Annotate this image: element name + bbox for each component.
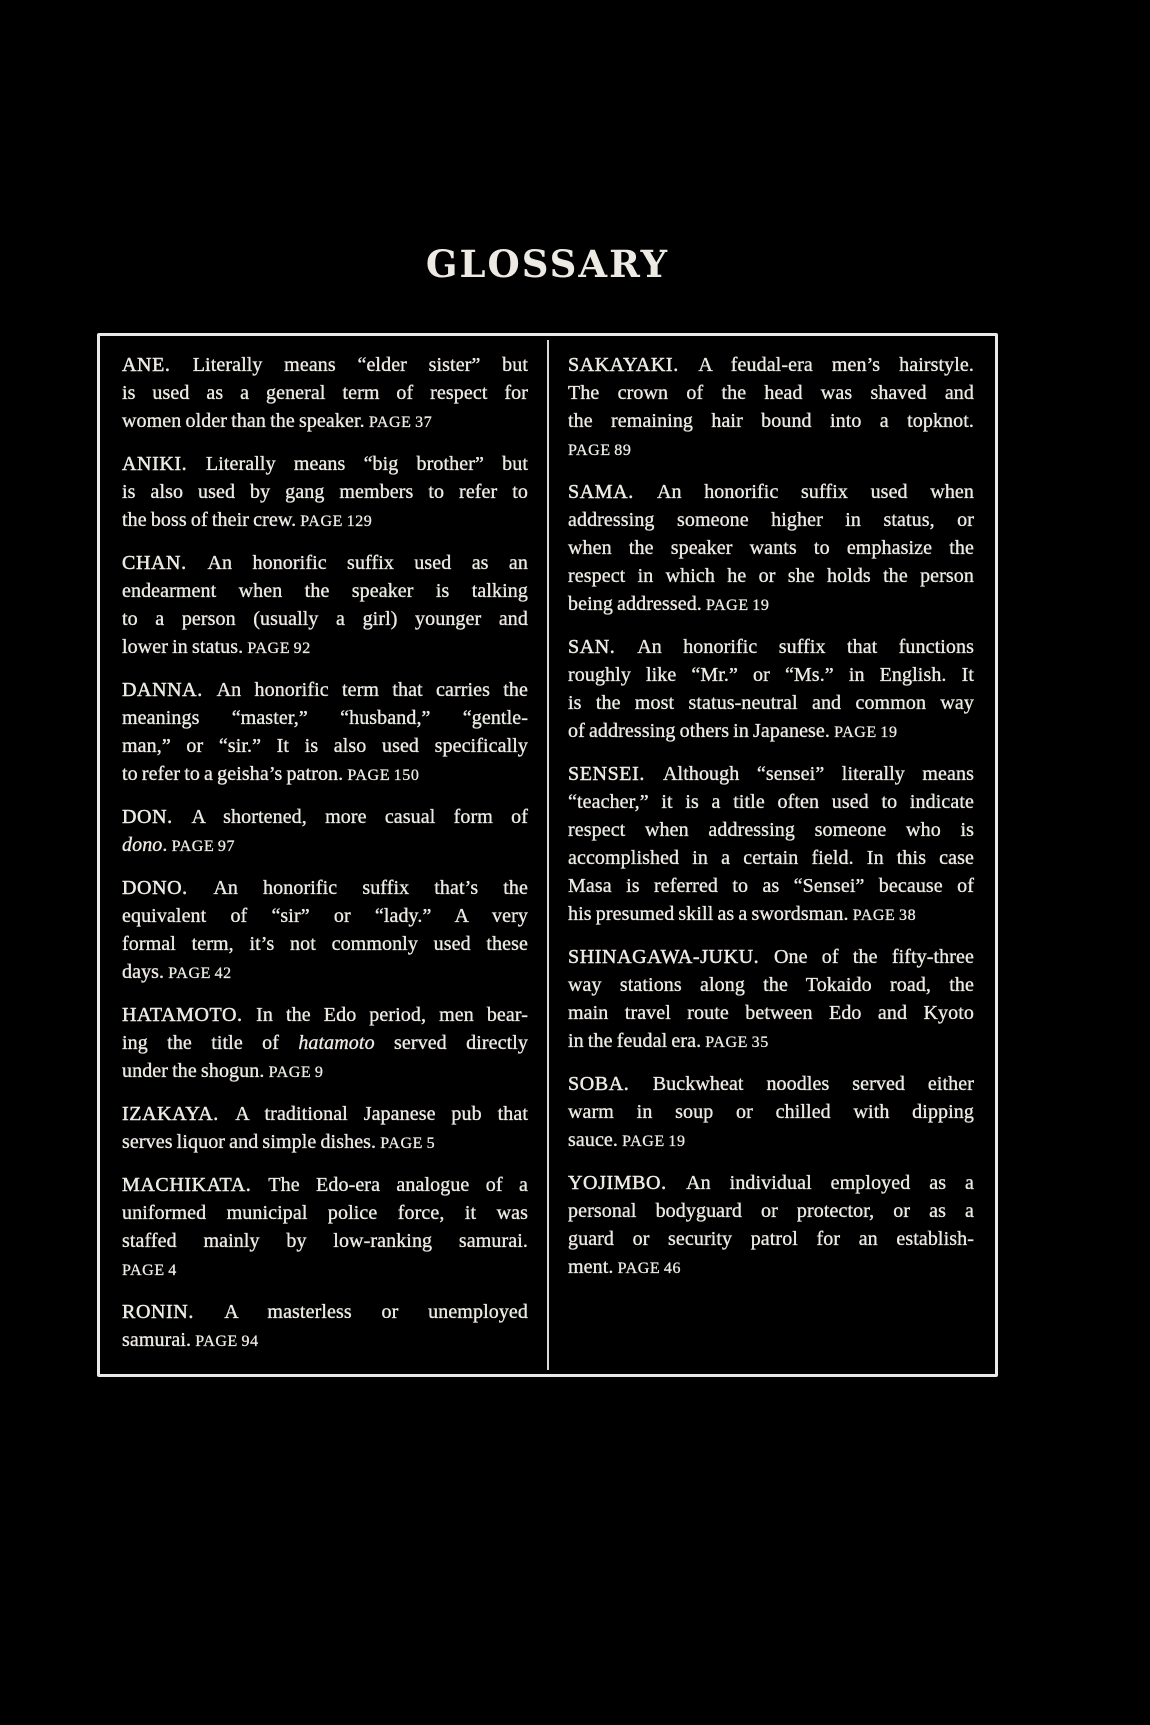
glossary-term: SAKAYAKI. — [568, 354, 699, 376]
glossary-line: YOJIMBO. An individual employed as a — [568, 1172, 974, 1194]
glossary-line: SAN. An honorific suffix that functions — [568, 636, 974, 658]
glossary-line: respect when addressing someone who is — [568, 819, 974, 841]
glossary-line: roughly like “Mr.” or “Ms.” in English. It — [568, 664, 974, 686]
page-reference: PAGE 94 — [195, 1333, 259, 1350]
glossary-line: staffed mainly by low-ranking samurai. — [122, 1230, 528, 1252]
glossary-term: ANE. — [122, 354, 193, 376]
glossary-line: is the most status-neutral and common way — [568, 692, 974, 714]
glossary-line: when the speaker wants to emphasize the — [568, 537, 974, 559]
glossary-line: DON. A shortened, more casual form of — [122, 806, 528, 828]
glossary-line: ing the title of hatamoto served directly — [122, 1032, 528, 1054]
glossary-line: meanings “master,” “husband,” “gentle- — [122, 707, 528, 729]
glossary-line: SAMA. An honorific suffix used when — [568, 481, 974, 503]
glossary-term: YOJIMBO. — [568, 1172, 687, 1194]
glossary-entry — [122, 676, 528, 788]
glossary-line: formal term, it’s not commonly used these — [122, 933, 528, 955]
glossary-line: “teacher,” it is a title often used to indicate — [568, 791, 974, 813]
page-reference: PAGE 129 — [300, 513, 373, 530]
glossary-line: days. PAGE 42 — [122, 961, 232, 983]
glossary-line: to a person (usually a girl) younger and — [122, 608, 528, 630]
glossary-line: in the feudal era. PAGE 35 — [568, 1030, 769, 1052]
page-reference: PAGE 89 — [568, 442, 632, 459]
glossary-line: warm in soup or chilled with dipping — [568, 1101, 974, 1123]
glossary-line: dono. PAGE 97 — [122, 834, 236, 856]
italic-word: hatamoto — [298, 1032, 375, 1054]
glossary-line: personal bodyguard or protector, or as a — [568, 1200, 974, 1222]
glossary-line: ANIKI. Literally means “big brother” but — [122, 453, 528, 475]
glossary-term: ANIKI. — [122, 453, 206, 475]
glossary-line: women older than the speaker. PAGE 37 — [122, 410, 433, 432]
glossary-term: IZAKAYA. — [122, 1103, 236, 1125]
glossary-line: SENSEI. Although “sensei” literally means — [568, 763, 974, 785]
glossary-term: SENSEI. — [568, 763, 663, 785]
glossary-line: the remaining hair bound into a topknot. — [568, 410, 974, 432]
glossary-term: RONIN. — [122, 1301, 225, 1323]
glossary-line: to refer to a geisha’s patron. PAGE 150 — [122, 763, 420, 785]
glossary-entry — [568, 478, 974, 618]
glossary-entry — [568, 1169, 974, 1281]
glossary-line: DANNA. An honorific term that carries the — [122, 679, 528, 701]
glossary-line: under the shogun. PAGE 9 — [122, 1060, 324, 1082]
glossary-term: CHAN. — [122, 552, 208, 574]
glossary-line: Masa is referred to as “Sensei” because of — [568, 875, 974, 897]
glossary-line: sauce. PAGE 19 — [568, 1129, 686, 1151]
glossary-line: ment. PAGE 46 — [568, 1256, 682, 1278]
glossary-line — [122, 1255, 528, 1283]
glossary-term: SHINAGAWA-JUKU. — [568, 946, 774, 968]
glossary-term: SAMA. — [568, 481, 657, 503]
glossary-line: accomplished in a certain field. In this case — [568, 847, 974, 869]
glossary-line: is used as a general term of respect for — [122, 382, 528, 404]
glossary-line: endearment when the speaker is talking — [122, 580, 528, 602]
glossary-column-right — [568, 351, 974, 1281]
glossary-entry — [568, 351, 974, 463]
glossary-line: CHAN. An honorific suffix used as an — [122, 552, 528, 574]
page-reference: PAGE 38 — [852, 907, 917, 924]
glossary-term: DANNA. — [122, 679, 217, 701]
column-divider — [547, 340, 549, 1370]
glossary-line: is also used by gang members to refer to — [122, 481, 528, 503]
glossary-line: guard or security patrol for an establish- — [568, 1228, 974, 1250]
glossary-entry — [122, 1298, 528, 1354]
glossary-line: man,” or “sir.” It is also used specifically — [122, 735, 528, 757]
page-reference: PAGE 97 — [171, 838, 236, 855]
page-reference: PAGE 37 — [368, 414, 433, 431]
page-reference: PAGE 35 — [705, 1034, 769, 1051]
glossary-line: IZAKAYA. A traditional Japanese pub that — [122, 1103, 528, 1125]
glossary-term: SOBA. — [568, 1073, 653, 1095]
glossary-line: addressing someone higher in status, or — [568, 509, 974, 531]
page-reference: PAGE 150 — [347, 767, 420, 784]
glossary-line: DONO. An honorific suffix that’s the — [122, 877, 528, 899]
glossary-entry — [122, 351, 528, 435]
glossary-entry — [568, 633, 974, 745]
glossary-line: ANE. Literally means “elder sister” but — [122, 354, 528, 376]
glossary-line: samurai. PAGE 94 — [122, 1329, 259, 1351]
page-reference: PAGE 19 — [706, 597, 770, 614]
glossary-line: SHINAGAWA-JUKU. One of the fifty-three — [568, 946, 974, 968]
glossary-box — [97, 333, 998, 1377]
glossary-column-left — [122, 351, 528, 1354]
glossary-line — [568, 435, 974, 463]
glossary-line: The crown of the head was shaved and — [568, 382, 974, 404]
page-reference: PAGE 9 — [268, 1064, 324, 1081]
glossary-line: respect in which he or she holds the person — [568, 565, 974, 587]
glossary-entry — [122, 1001, 528, 1085]
glossary-line: MACHIKATA. The Edo-era analogue of a — [122, 1174, 529, 1196]
glossary-entry — [568, 943, 974, 1055]
glossary-line: of addressing others in Japanese. PAGE 19 — [568, 720, 898, 742]
page-reference: PAGE 19 — [622, 1133, 686, 1150]
page-reference: PAGE 4 — [122, 1262, 177, 1279]
glossary-line: SAKAYAKI. A feudal-era men’s hairstyle. — [568, 354, 974, 376]
glossary-term: MACHIKATA. — [122, 1174, 269, 1196]
glossary-entry — [122, 549, 528, 661]
glossary-entry — [568, 760, 974, 928]
page-reference: PAGE 46 — [617, 1260, 682, 1277]
page-reference: PAGE 92 — [247, 640, 311, 657]
glossary-line: uniformed municipal police force, it was — [122, 1202, 528, 1224]
page-reference: PAGE 42 — [168, 965, 232, 982]
glossary-entry — [122, 803, 528, 859]
glossary-line: RONIN. A masterless or unemployed — [122, 1301, 528, 1323]
page-reference: PAGE 19 — [834, 724, 898, 741]
page-reference: PAGE 5 — [380, 1135, 436, 1152]
glossary-line: lower in status. PAGE 92 — [122, 636, 311, 658]
page-title: GLOSSARY — [425, 242, 670, 286]
glossary-line: the boss of their crew. PAGE 129 — [122, 509, 373, 531]
glossary-line: his presumed skill as a swordsman. PAGE 38 — [568, 903, 917, 925]
glossary-line: main travel route between Edo and Kyoto — [568, 1002, 974, 1024]
glossary-line: way stations along the Tokaido road, the — [568, 974, 974, 996]
glossary-entry — [122, 1171, 528, 1283]
italic-word: dono — [122, 834, 163, 856]
glossary-line: SOBA. Buckwheat noodles served either — [568, 1073, 975, 1095]
glossary-entry — [122, 1100, 528, 1156]
glossary-entry — [122, 874, 528, 986]
glossary-term: DON. — [122, 806, 192, 828]
glossary-line: being addressed. PAGE 19 — [568, 593, 770, 615]
glossary-entry — [568, 1070, 974, 1154]
glossary-term: DONO. — [122, 877, 214, 899]
glossary-entry — [122, 450, 528, 534]
glossary-line: equivalent of “sir” or “lady.” A very — [122, 905, 528, 927]
glossary-line: HATAMOTO. In the Edo period, men bear- — [122, 1004, 529, 1026]
glossary-term: HATAMOTO. — [122, 1004, 257, 1026]
glossary-line: serves liquor and simple dishes. PAGE 5 — [122, 1131, 436, 1153]
glossary-term: SAN. — [568, 636, 638, 658]
